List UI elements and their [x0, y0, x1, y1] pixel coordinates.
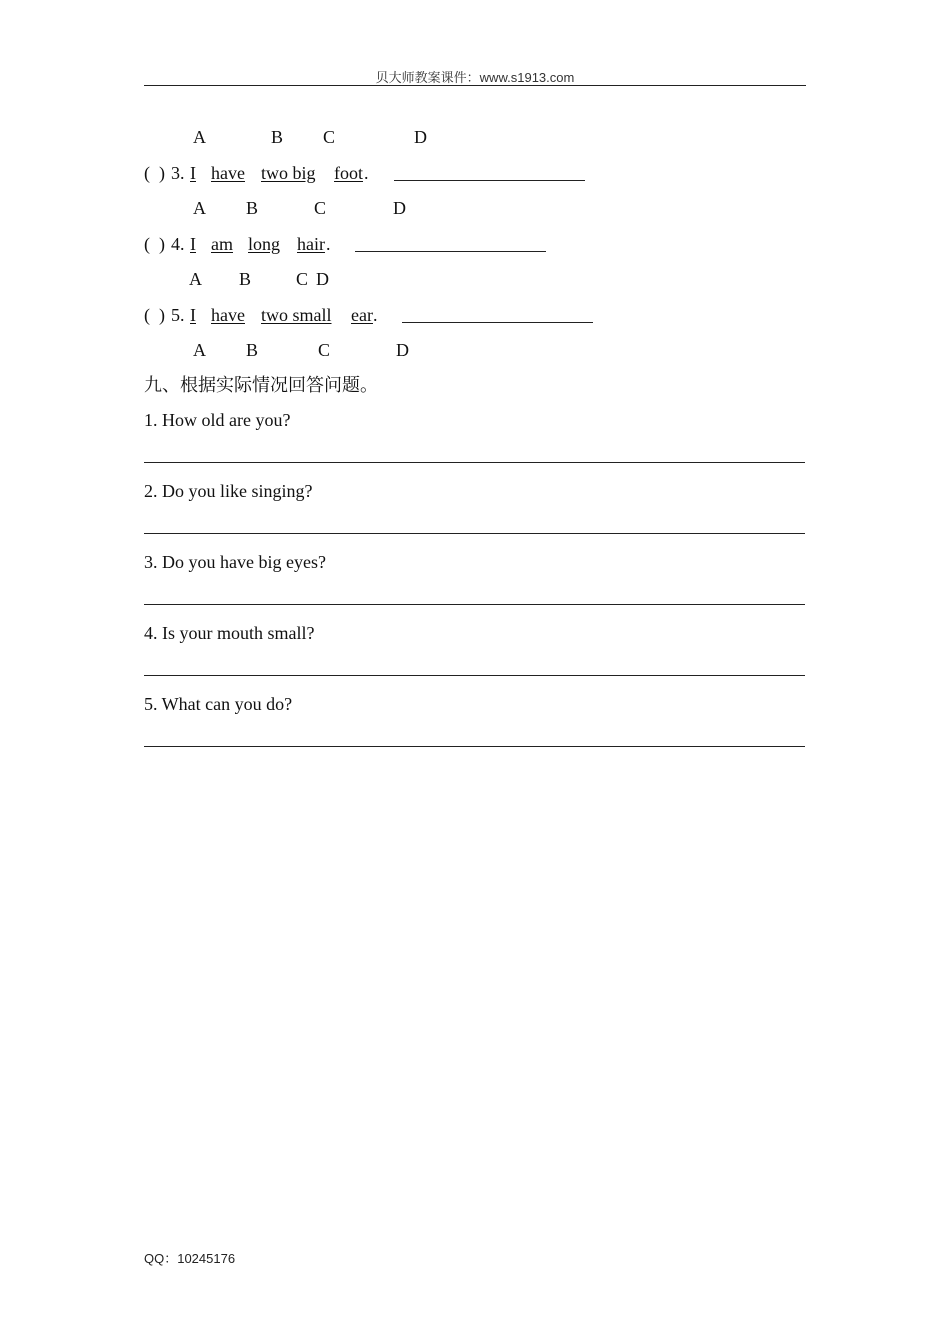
option-label-d: D — [396, 340, 409, 360]
section-title: 九、根据实际情况回答问题。 — [144, 375, 378, 395]
answer-paren-open: ( — [144, 234, 150, 254]
answer-paren-open: ( — [144, 305, 150, 325]
question-5-text: 5. What can you do? — [144, 694, 293, 714]
question-3-text: 3. Do you have big eyes? — [144, 552, 326, 572]
option-label-b: B — [271, 127, 284, 147]
option-label-b: B — [246, 198, 259, 218]
option-b-word: am — [211, 234, 233, 254]
option-b-word: have — [211, 305, 245, 325]
question-1-text: 1. How old are you? — [144, 410, 291, 430]
correction-blank[interactable] — [394, 180, 585, 181]
correction-blank[interactable] — [402, 322, 593, 323]
option-label-c: C — [323, 127, 336, 147]
option-c-word: two small — [261, 305, 332, 325]
sentence-period: . — [326, 234, 331, 254]
option-label-d: D — [393, 198, 406, 218]
question-number: 5. — [171, 305, 185, 325]
option-c-word: two big — [261, 163, 316, 183]
header-divider — [144, 85, 806, 86]
sentence-period: . — [373, 305, 378, 325]
option-b-word: have — [211, 163, 245, 183]
answer-line-2[interactable] — [144, 533, 805, 534]
answer-line-1[interactable] — [144, 462, 805, 463]
option-label-b: B — [239, 269, 252, 289]
option-c-word: long — [248, 234, 281, 254]
option-label-a: A — [193, 340, 206, 360]
option-d-word: ear — [351, 305, 373, 325]
option-label-c: C — [318, 340, 331, 360]
option-a-word: I — [190, 234, 196, 254]
option-label-c: C — [296, 269, 309, 289]
option-label-a: A — [193, 198, 206, 218]
question-2-text: 2. Do you like singing? — [144, 481, 313, 501]
sentence-period: . — [364, 163, 369, 183]
correction-blank[interactable] — [355, 251, 546, 252]
option-d-word: foot — [334, 163, 363, 183]
option-a-word: I — [190, 163, 196, 183]
page-header: 贝大师教案课件：www.s1913.com — [375, 70, 575, 85]
answer-line-4[interactable] — [144, 675, 805, 676]
question-number: 4. — [171, 234, 185, 254]
option-label-d: D — [414, 127, 427, 147]
option-a-word: I — [190, 305, 196, 325]
answer-line-5[interactable] — [144, 746, 805, 747]
question-number: 3. — [171, 163, 185, 183]
question-4-text: 4. Is your mouth small? — [144, 623, 315, 643]
answer-paren-close: ) — [159, 163, 165, 183]
answer-paren-open: ( — [144, 163, 150, 183]
answer-paren-close: ) — [159, 234, 165, 254]
option-label-a: A — [193, 127, 206, 147]
option-label-b: B — [246, 340, 259, 360]
answer-line-3[interactable] — [144, 604, 805, 605]
footer-qq: QQ：10245176 — [144, 1251, 236, 1266]
option-d-word: hair — [297, 234, 325, 254]
answer-paren-close: ) — [159, 305, 165, 325]
option-label-c: C — [314, 198, 327, 218]
option-label-d: D — [316, 269, 329, 289]
option-label-a: A — [189, 269, 202, 289]
